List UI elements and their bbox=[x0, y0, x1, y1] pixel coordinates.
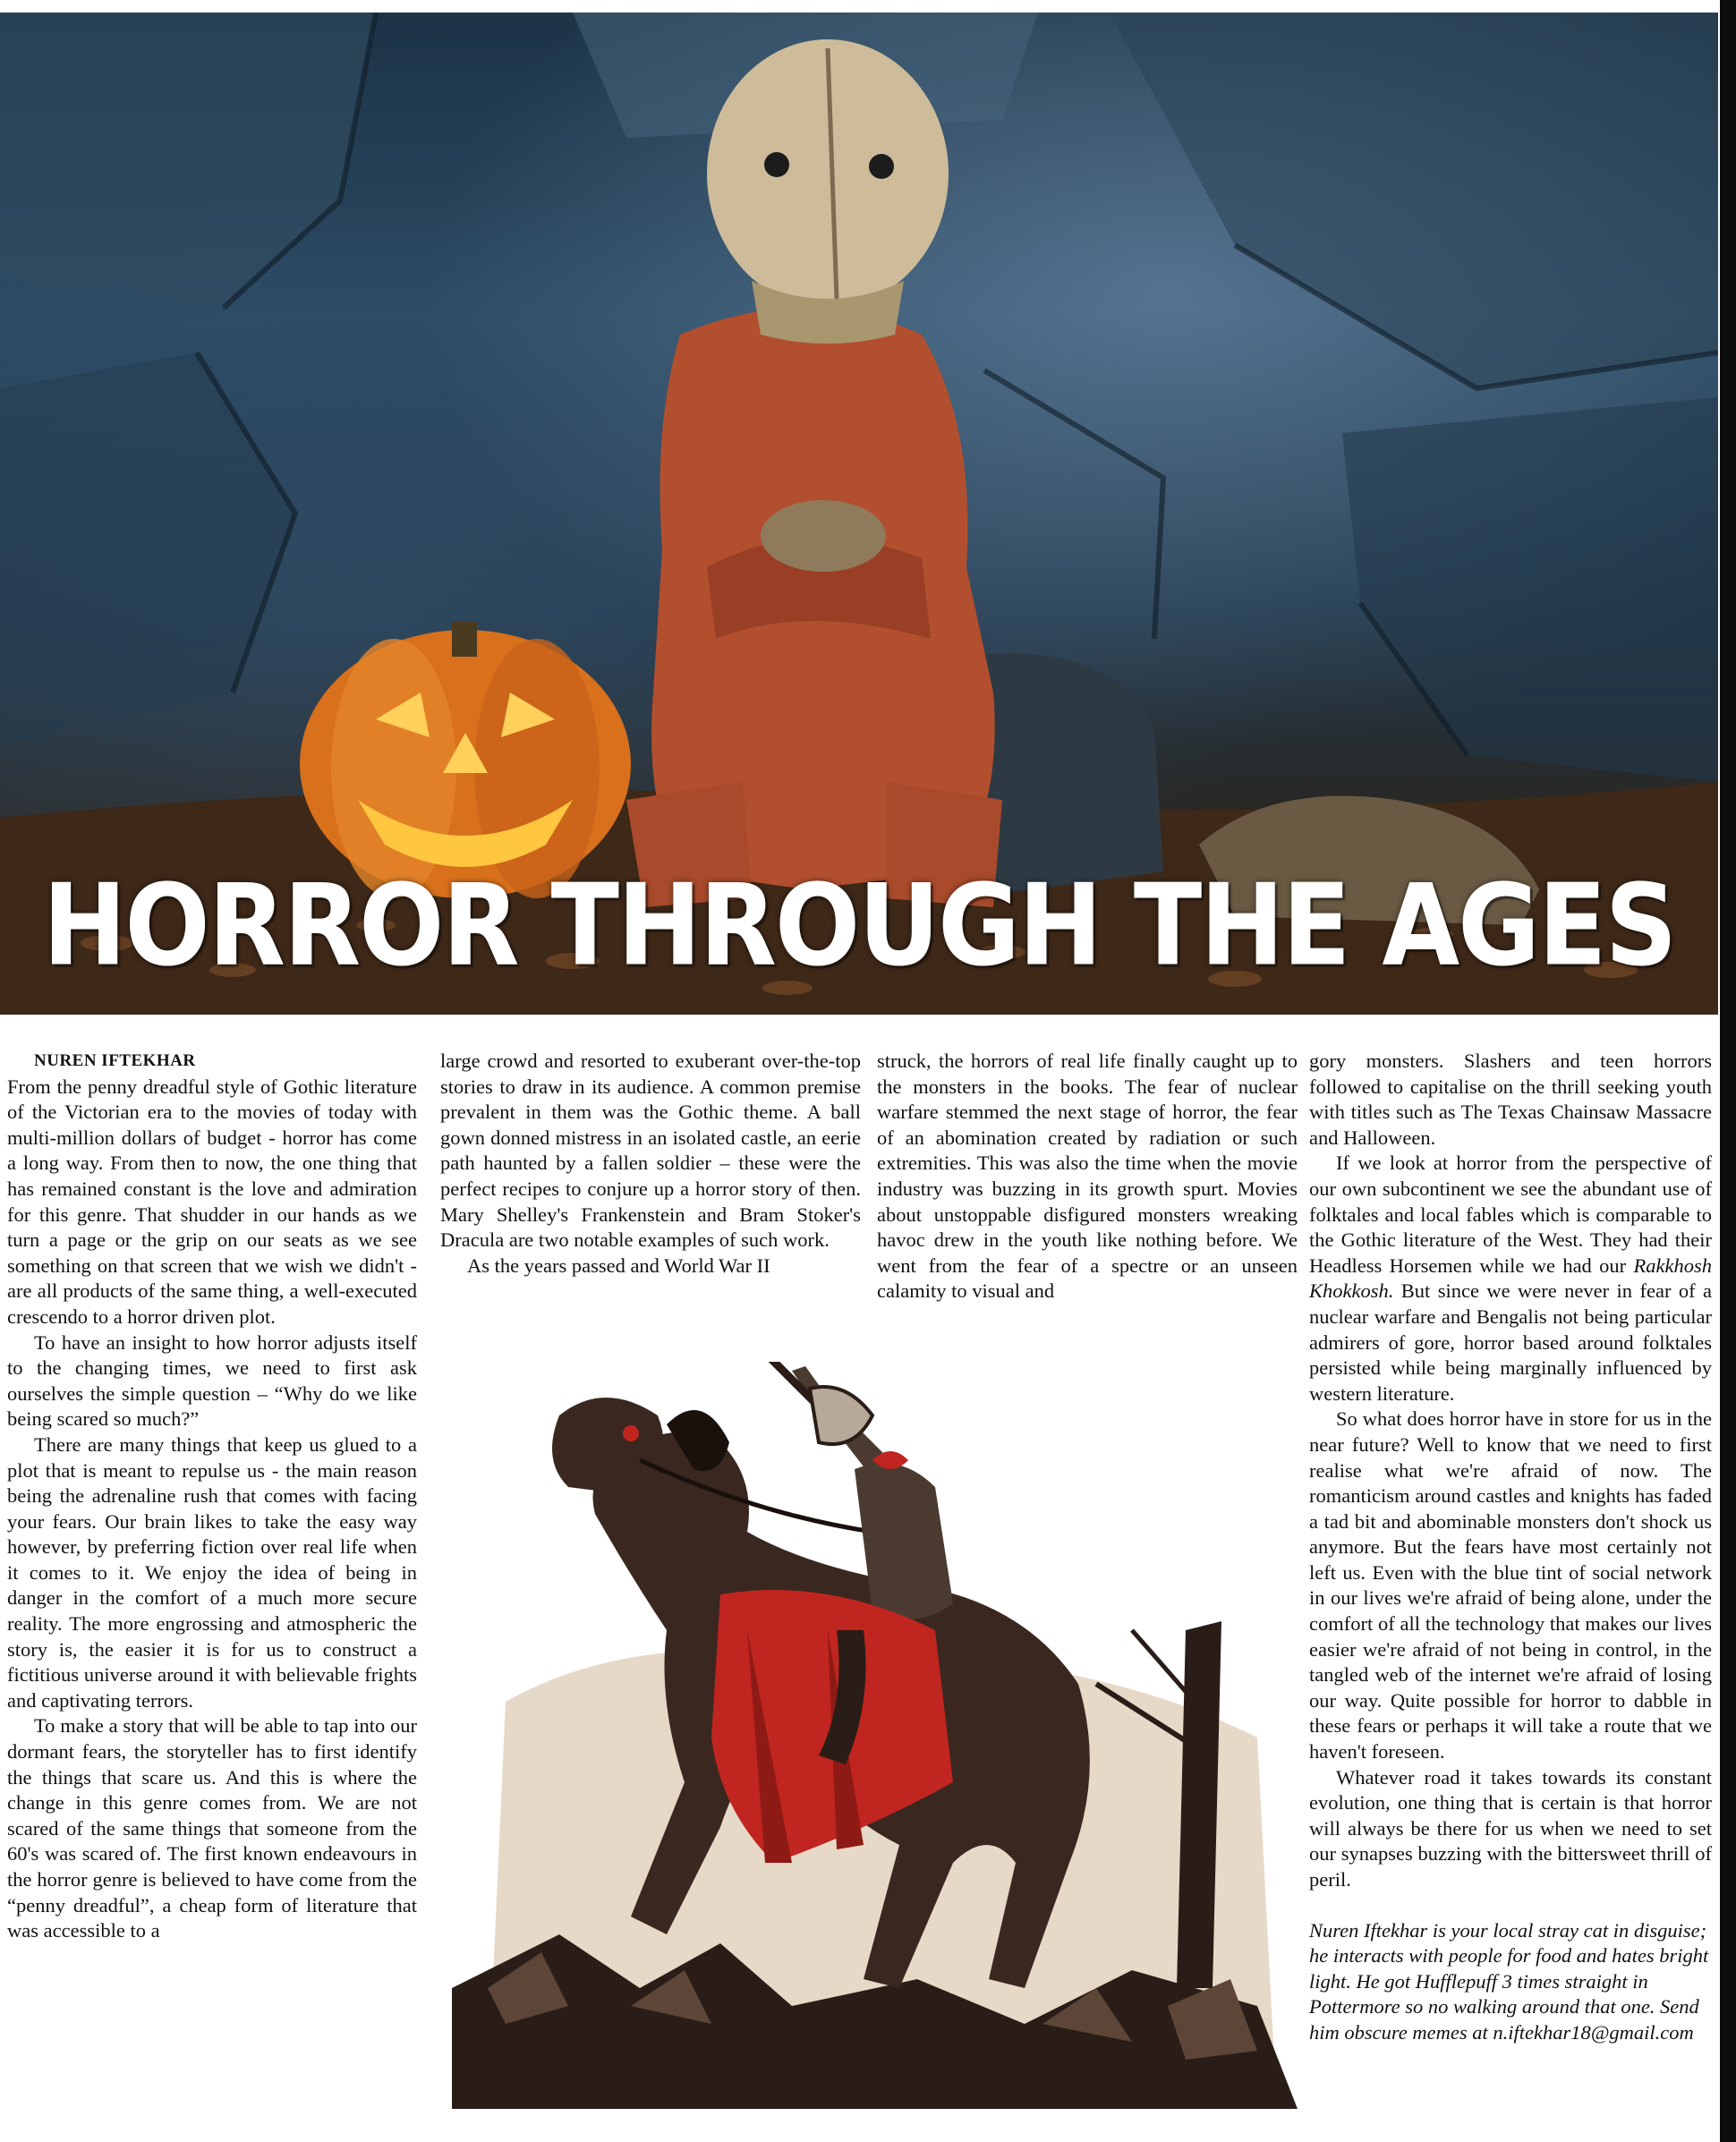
folktale-name: Rakkhosh Khokkosh. bbox=[1309, 1254, 1712, 1303]
paragraph: struck, the horrors of real life finally caught up to the monsters in the books. The fear of nuclear warfare stemmed the next stage of horror, the fear of an abomination created by radiation or such extremities. This was also the time when the movie industry was buzzing in its growth spurt. Movies about unstoppable disfigured monsters wreaking havoc drew in the youth like nothing before. We went from the fear of a spectre or an unseen calamity to visual and bbox=[877, 1050, 1298, 1303]
paragraph-text: But since we were never in fear of a nuclear warfare and Bengalis not being particular admirers of gore, horror based around folktales persisted while being marginally influenced by western literature. bbox=[1309, 1279, 1712, 1405]
paragraph: From the penny dreadful style of Gothic literature of the Victorian era to the movies of today with multi-million dollars of budget - horror has come a long way. From then to now, the one thing that has remained constant is the love and admiration for this genre. That shudder in our hands as we turn a page or the grip on our seats as we see something on that screen that we wish we didn't - are all products of the same thing, a well-executed crescendo to a horror driven plot. bbox=[7, 1075, 417, 1328]
paragraph: There are many things that keep us glued to a plot that is meant to repulse us - the main reason being the adrenaline rush that comes with facing your fears. Our brain likes to take the easy way however, by preferring fiction over real life when it comes to it. We enjoy the idea of being in danger in the comfort of a much more secure reality. The more engrossing and atmospheric the story is, the easier it is for us to construct a fictitious universe around it with believable frights and captivating terrors. bbox=[7, 1432, 417, 1712]
paragraph: So what does horror have in store for us in the near future? Well to know that we need to first realise what we're afraid of now. The romanticism around castles and knights has faded a tad bit and abominable monsters don't shock us anymore. But the fears have most certainly not left us. Even with the blue tint of social network in our lives we're afraid of being alone, under the comfort of all the technology that makes our lives easier we're afraid of not being in control, in the tangled web of the internet we're afraid of losing our way. Quite possible for horror to dabble in these fears or perhaps it will take a route that we haven't foreseen. bbox=[1309, 1407, 1712, 1764]
paragraph: Whatever road it takes towards its constant evolution, one thing that is certain is that horror will always be there for us when we need to set our synapses buzzing with the bittersweet thrill of peril. bbox=[1309, 1765, 1712, 1891]
article-column-3 bbox=[877, 1049, 1298, 1305]
paragraph: gory monsters. Slashers and teen horrors followed to capitalise on the thrill seeking youth with titles such as The Texas Chainsaw Massacre and Halloween. bbox=[1309, 1050, 1712, 1149]
article-column-2 bbox=[440, 1049, 861, 1279]
byline: NUREN IFTEKHAR bbox=[34, 1051, 196, 1070]
hero-photo bbox=[0, 13, 1718, 1015]
paragraph: large crowd and resorted to exuberant over-the-top stories to draw in its audience. A common premise prevalent in them was the Gothic theme. A ball gown donned mistress in an isolated castle, an eerie path haunted by a fallen soldier – these were the perfect recipes to conjure up a horror story of then. Mary Shelley's Frankenstein and Bram Stoker's Dracula are two notable examples of such work. bbox=[440, 1050, 861, 1252]
paragraph: To make a story that will be able to tap into our dormant fears, the storyteller has to first identify the things that scare us. And this is where the change in this genre comes from. We are not scared of the same things that someone from the 60's was scared of. The first known endeavours in the horror genre is believed to have come from the “penny dreadful”, a cheap form of literature that was accessible to a bbox=[7, 1714, 417, 1942]
paragraph: As the years passed and World War II bbox=[467, 1254, 770, 1277]
pumpkin-icon bbox=[300, 621, 631, 898]
page-edge bbox=[1720, 0, 1736, 2142]
headless-horseman-illustration bbox=[452, 1362, 1298, 2109]
article-column-1 bbox=[7, 1049, 417, 1944]
scarecrow-figure bbox=[626, 39, 1002, 907]
headline: HORROR THROUGH THE AGES bbox=[42, 861, 1676, 991]
paragraph: To have an insight to how horror adjusts itself to the changing times, we need to first ask ourselves the simple question – “Why do we like being scared so much?” bbox=[7, 1330, 417, 1431]
paragraph-text: If we look at horror from the perspective of our own subcontinent we see the abundant use of folktales and local fables which is comparable to the Gothic literature of the West. They had their Headless Horsemen while we had our bbox=[1309, 1152, 1712, 1277]
headless-horseman-icon bbox=[452, 1362, 1298, 2109]
article-column-4 bbox=[1309, 1049, 1712, 2046]
paragraph bbox=[1309, 1151, 1712, 1407]
author-bio: Nuren Iftekhar is your local stray cat in disguise; he interacts with people for food and hates bright light. He got Hufflepuff 3 times straight in Pottermore so no walking around that one. Send him obscure memes at n.iftekhar18@gmail.com bbox=[1309, 1918, 1709, 2044]
